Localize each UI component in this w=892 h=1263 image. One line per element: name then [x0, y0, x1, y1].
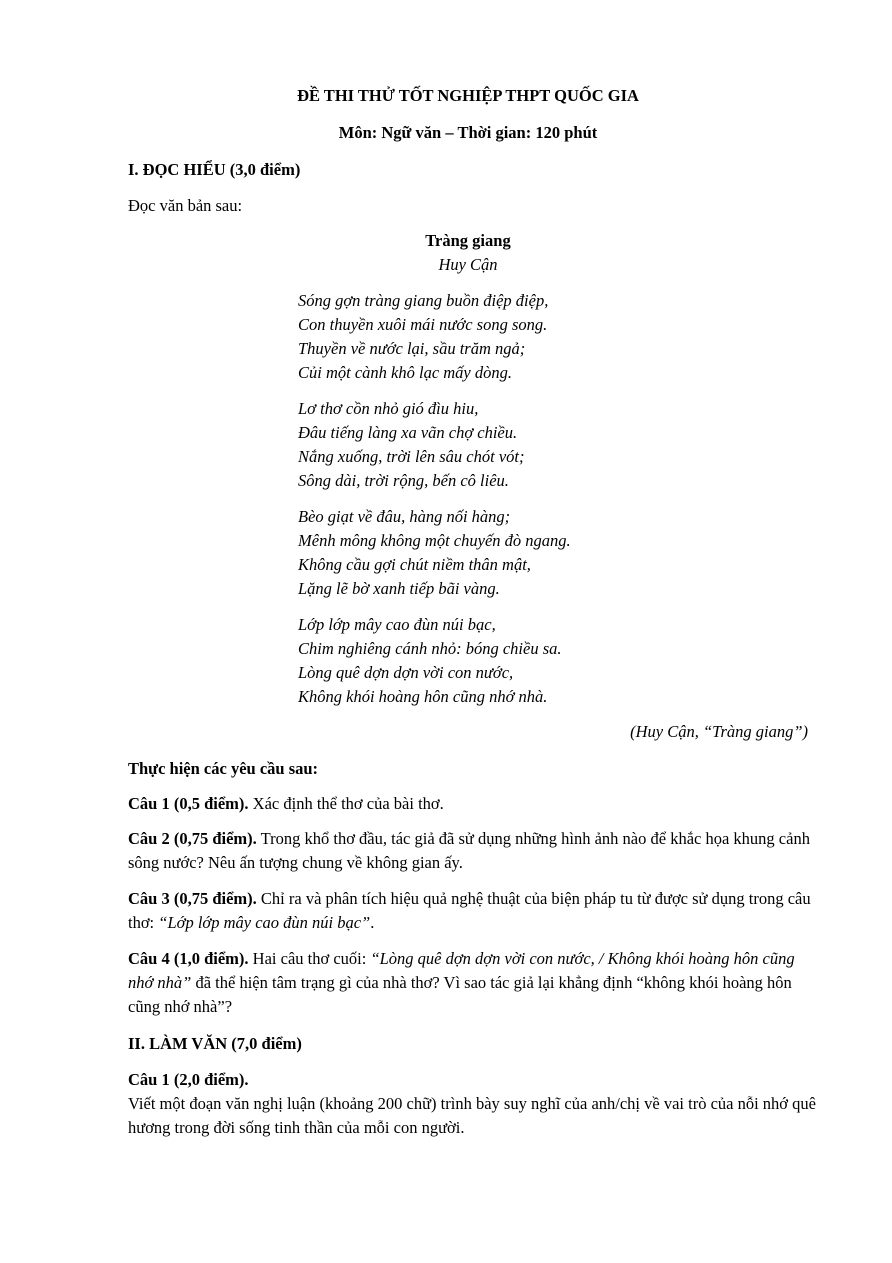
question-text: Hai câu thơ cuối: — [248, 949, 371, 968]
poem-line: Không khói hoàng hôn cũng nhớ nhà. — [298, 687, 548, 706]
section2-heading: II. LÀM VĂN (7,0 điểm) — [128, 1034, 302, 1053]
question-4 — [128, 947, 818, 1019]
question-1 — [128, 794, 444, 814]
question-text: Xác định thể thơ của bài thơ. — [248, 794, 444, 813]
poem-source: (Huy Cận, “Tràng giang”) — [630, 722, 808, 741]
poem-line: Lặng lẽ bờ xanh tiếp bãi vàng. — [298, 579, 500, 598]
question-text-end: đã thể hiện tâm trạng gì của nhà thơ? Vì sao tác giả lại khẳng định “không khói hoàng hôn cũng nhớ nhà”? — [128, 973, 792, 1016]
poem-title: Tràng giang — [425, 231, 511, 250]
poem-line: Thuyền về nước lại, sầu trăm ngả; — [298, 339, 526, 358]
poem-line: Chim nghiêng cánh nhỏ: bóng chiều sa. — [298, 639, 562, 658]
question-2 — [128, 827, 818, 875]
essay-question-1-text: Viết một đoạn văn nghị luận (khoảng 200 chữ) trình bày suy nghĩ của anh/chị về vai trò của nỗi nhớ quê hương trong đời sống tinh thần của mỗi con người. — [128, 1094, 816, 1137]
poem-line: Sóng gợn tràng giang buồn điệp điệp, — [298, 291, 549, 310]
essay-question-1-label: Câu 1 (2,0 điểm). — [128, 1070, 249, 1089]
poem-line: Lớp lớp mây cao đùn núi bạc, — [298, 615, 496, 634]
question-text: Trong khổ thơ đầu, tác giả đã sử dụng những hình ảnh nào để khắc họa khung cảnh sông nước? Nêu ấn tượng chung về không gian ấy. — [128, 829, 810, 872]
poem-line: Bèo giạt về đâu, hàng nối hàng; — [298, 507, 511, 526]
section1-heading: I. ĐỌC HIỂU (3,0 điểm) — [128, 160, 301, 179]
poem-line: Củi một cành khô lạc mấy dòng. — [298, 363, 513, 382]
question-label: Câu 2 (0,75 điểm). — [128, 829, 257, 848]
tasks-heading: Thực hiện các yêu cầu sau: — [128, 759, 319, 778]
poem-line: Không cầu gợi chút niềm thân mật, — [298, 555, 531, 574]
question-quote: “Lớp lớp mây cao đùn núi bạc” — [158, 913, 371, 932]
question-text: Chỉ ra và phân tích hiệu quả nghệ thuật của biện pháp tu từ được sử dụng trong câu thơ: — [128, 889, 811, 932]
poem-line: Đâu tiếng làng xa vãn chợ chiều. — [298, 423, 518, 442]
question-3 — [128, 887, 818, 935]
reading-instruction: Đọc văn bản sau: — [128, 196, 243, 215]
poem-line: Con thuyền xuôi mái nước song song. — [298, 315, 548, 334]
poem-line: Lơ thơ cồn nhỏ gió đìu hiu, — [298, 399, 479, 418]
exam-subtitle: Môn: Ngữ văn – Thời gian: 120 phút — [338, 123, 598, 142]
poem-line: Lòng quê dợn dợn vời con nước, — [298, 663, 514, 682]
poem-line: Mênh mông không một chuyến đò ngang. — [298, 531, 571, 550]
question-label: Câu 4 (1,0 điểm). — [128, 949, 249, 968]
question-quote: “Lòng quê dợn dợn vời con nước, / Không khói hoàng hôn cũng nhớ nhà” — [128, 949, 795, 992]
poem-line: Nắng xuống, trời lên sâu chót vót; — [298, 447, 525, 466]
question-text-end: . — [370, 913, 375, 932]
question-label: Câu 1 (0,5 điểm). — [128, 794, 249, 813]
poem-line: Sông dài, trời rộng, bến cô liêu. — [298, 471, 509, 490]
exam-title: ĐỀ THI THỬ TỐT NGHIỆP THPT QUỐC GIA — [297, 86, 639, 105]
question-label: Câu 3 (0,75 điểm). — [128, 889, 257, 908]
poem-author: Huy Cận — [438, 255, 498, 274]
